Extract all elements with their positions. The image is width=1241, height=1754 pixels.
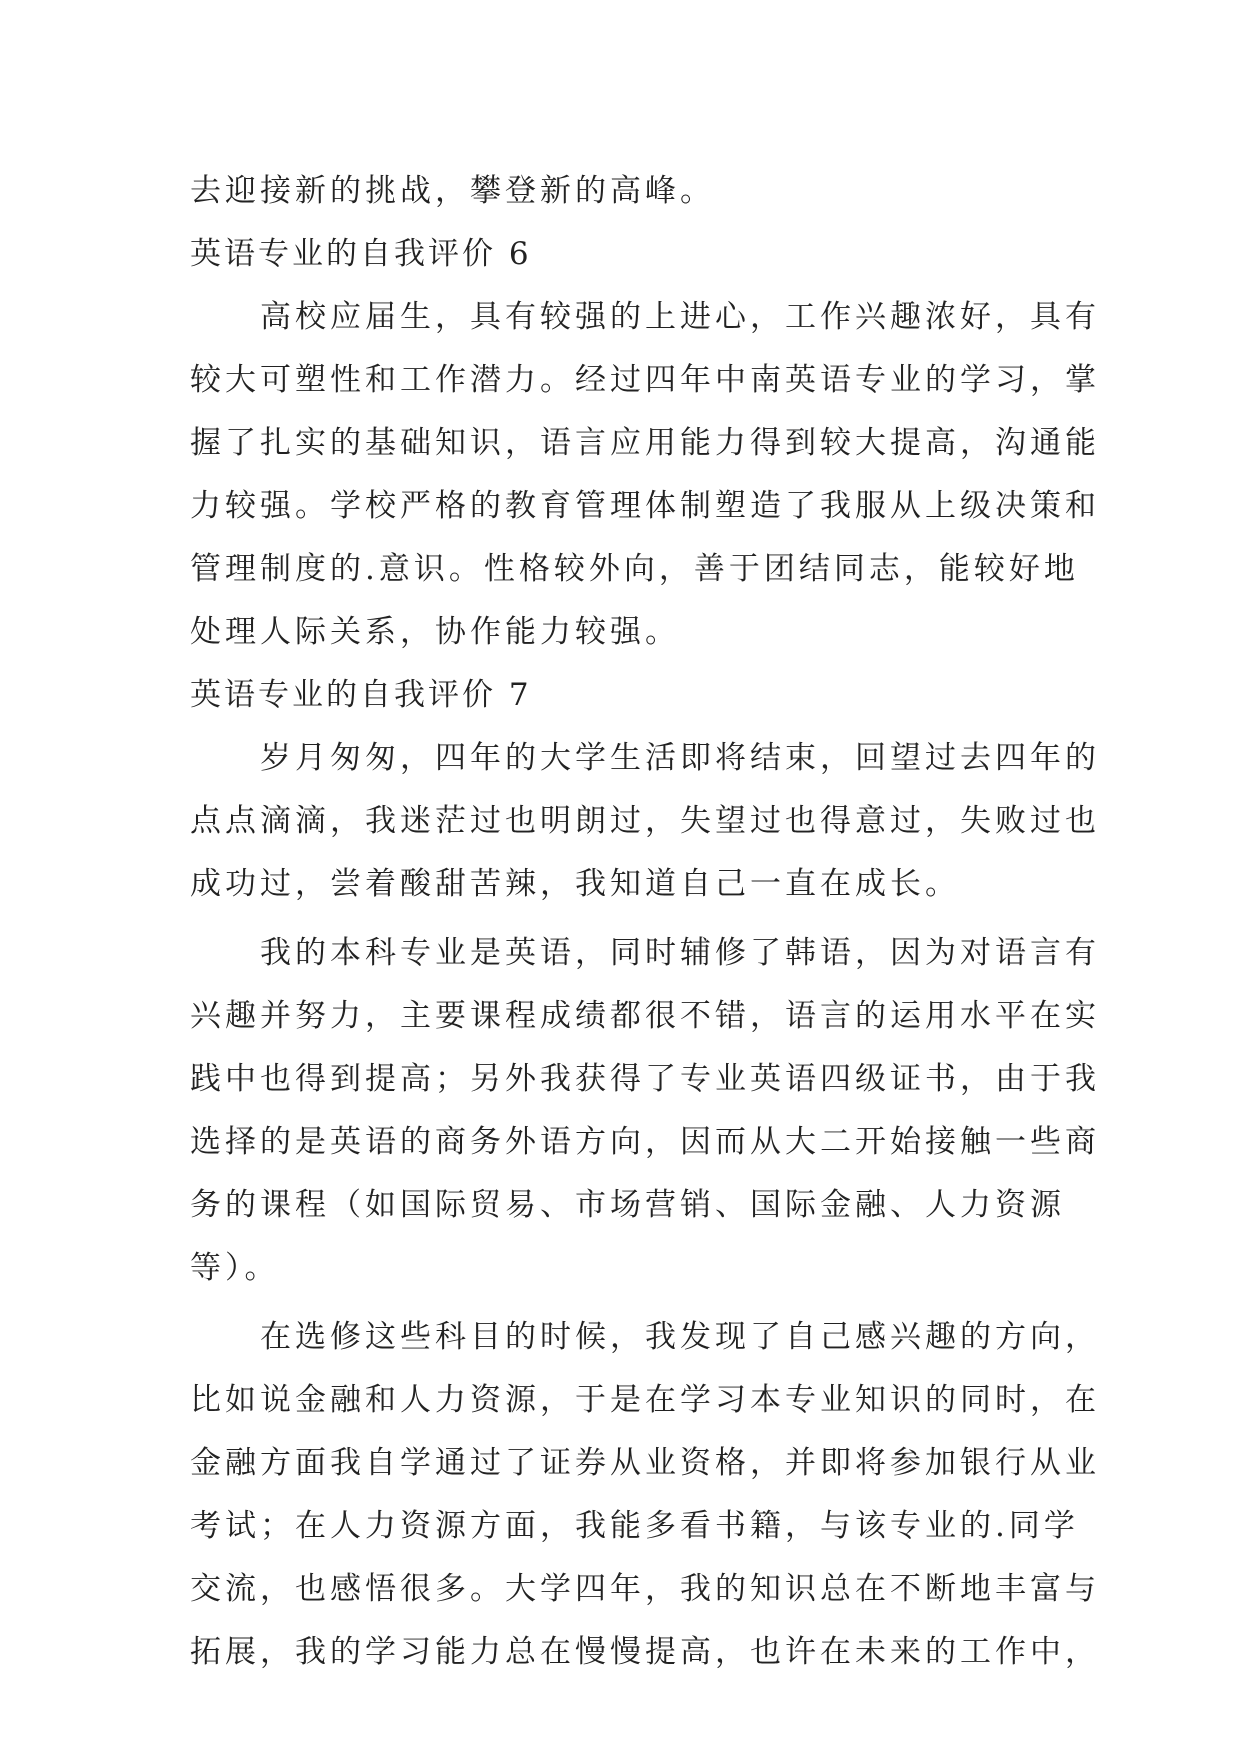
text-line: 拓展，我的学习能力总在慢慢提高，也许在未来的工作中，	[190, 1634, 1100, 1670]
paragraph-closing	[190, 160, 1052, 223]
section-heading-6: 英语专业的自我评价 6	[190, 236, 532, 272]
text-line: 等）。	[190, 1250, 280, 1286]
text-line: 去迎接新的挑战，攀登新的高峰。	[190, 173, 715, 209]
paragraph-evaluation-6	[190, 286, 1100, 664]
text-line: 点点滴滴，我迷茫过也明朗过，失望过也得意过，失败过也	[190, 803, 1100, 839]
text-line: 比如说金融和人力资源，于是在学习本专业知识的同时，在	[190, 1382, 1100, 1418]
text-line: 岁月匆匆，四年的大学生活即将结束，回望过去四年的	[190, 740, 1100, 776]
paragraph-evaluation-7-intro	[190, 727, 1100, 916]
text-line: 选择的是英语的商务外语方向，因而从大二开始接触一些商	[190, 1124, 1100, 1160]
text-line: 考试；在人力资源方面，我能多看书籍，与该专业的.同学	[190, 1508, 1079, 1544]
section-heading-7: 英语专业的自我评价 7	[190, 677, 532, 713]
text-line: 较大可塑性和工作潜力。经过四年中南英语专业的学习，掌	[190, 362, 1100, 398]
text-line: 力较强。学校严格的教育管理体制塑造了我服从上级决策和	[190, 488, 1100, 524]
text-line: 务的课程（如国际贸易、市场营销、国际金融、人力资源	[190, 1187, 1065, 1223]
paragraph-evaluation-7-major	[190, 922, 1100, 1300]
text-line: 握了扎实的基础知识，语言应用能力得到较大提高，沟通能	[190, 425, 1100, 461]
text-line: 我的本科专业是英语，同时辅修了韩语，因为对语言有	[190, 935, 1100, 971]
text-line: 处理人际关系，协作能力较强。	[190, 614, 680, 650]
text-line: 在选修这些科目的时候，我发现了自己感兴趣的方向，	[190, 1319, 1100, 1355]
text-line: 交流，也感悟很多。大学四年，我的知识总在不断地丰富与	[190, 1571, 1100, 1607]
text-line: 践中也得到提高；另外我获得了专业英语四级证书，由于我	[190, 1061, 1100, 1097]
text-line: 兴趣并努力，主要课程成绩都很不错，语言的运用水平在实	[190, 998, 1100, 1034]
document-body	[190, 160, 1100, 1684]
text-line: 管理制度的.意识。性格较外向，善于团结同志，能较好地	[190, 551, 1079, 587]
text-line: 金融方面我自学通过了证券从业资格，并即将参加银行从业	[190, 1445, 1100, 1481]
text-line: 成功过，尝着酸甜苦辣，我知道自己一直在成长。	[190, 866, 960, 902]
paragraph-evaluation-7-electives	[190, 1306, 1100, 1684]
text-line: 高校应届生，具有较强的上进心，工作兴趣浓好，具有	[190, 299, 1100, 335]
